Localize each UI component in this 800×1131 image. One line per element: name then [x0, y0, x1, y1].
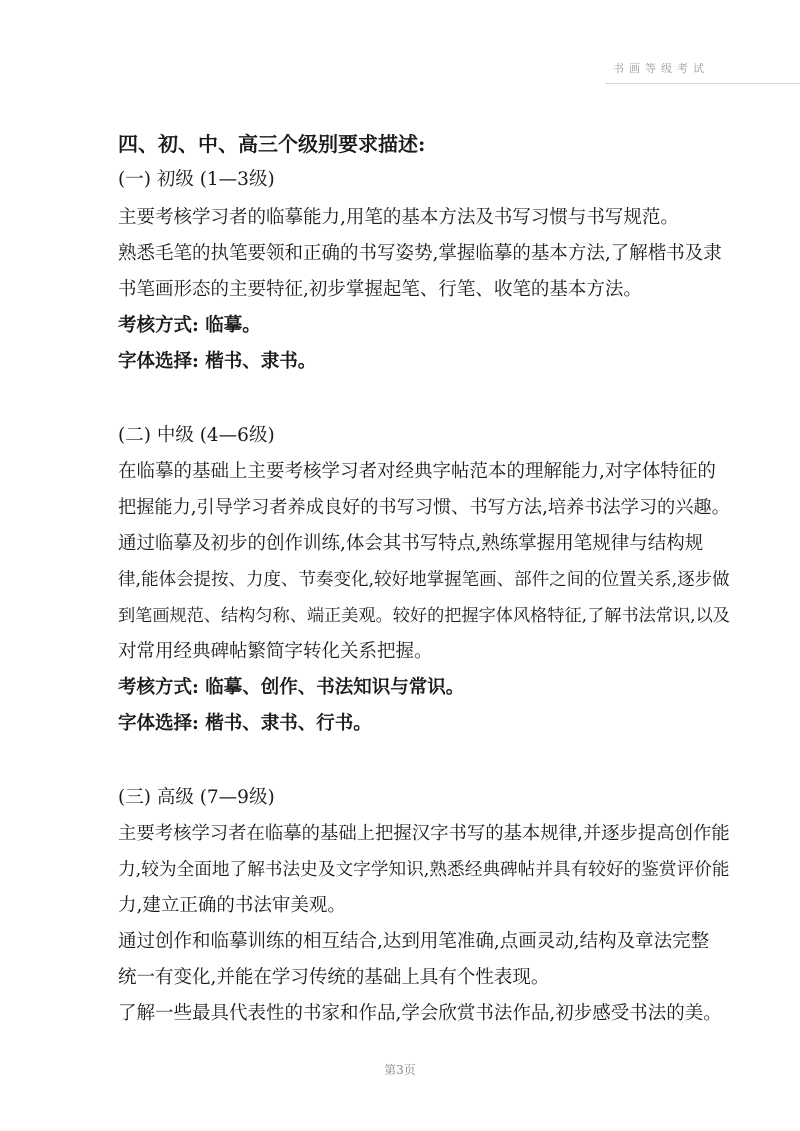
- paragraph-line: 通过临摹及初步的创作训练,体会其书写特点,熟练掌握用笔规律与结构规: [118, 533, 704, 554]
- level-heading-1: (一) 初级 (1—3级): [118, 169, 275, 190]
- section-title: 四、初、中、高三个级别要求描述:: [118, 132, 426, 156]
- paragraph-line: 主要考核学习者的临摹能力,用笔的基本方法及书写习惯与书写规范。: [118, 207, 679, 228]
- paragraph-line: 力,较为全面地了解书法史及文字学知识,熟悉经典碑帖并具有较好的鉴赏评价能: [118, 860, 730, 880]
- assessment-method: 考核方式: 临摹、创作、书法知识与常识。: [118, 677, 465, 698]
- paragraph-line: 熟悉毛笔的执笔要领和正确的书写姿势,掌握临摹的基本方法,了解楷书及隶: [118, 243, 722, 264]
- paragraph-line: 对常用经典碑帖繁简字转化关系把握。: [118, 641, 433, 662]
- paragraph-line: 力,建立正确的书法审美观。: [118, 895, 346, 916]
- paragraph-line: 通过创作和临摹训练的相互结合,达到用笔准确,点画灵动,结构及章法完整: [118, 931, 710, 952]
- level-heading-2: (二) 中级 (4—6级): [118, 425, 275, 446]
- paragraph-line: 律,能体会提按、力度、节奏变化,较好地掌握笔画、部件之间的位置关系,逐步做: [118, 570, 730, 590]
- script-selection: 字体选择: 楷书、隶书、行书。: [118, 713, 372, 734]
- paragraph-line: 把握能力,引导学习者养成良好的书写习惯、书写方法,培养书法学习的兴趣。: [118, 497, 730, 518]
- page-number: 第3页: [384, 1063, 416, 1077]
- running-head: 书画等级考试: [613, 62, 709, 75]
- assessment-method: 考核方式: 临摹。: [118, 315, 261, 336]
- level-heading-3: (三) 高级 (7—9级): [118, 787, 275, 808]
- paragraph-line: 到笔画规范、结构匀称、端正美观。较好的把握字体风格特征,了解书法常识,以及: [118, 606, 730, 626]
- paragraph-line: 主要考核学习者在临摹的基础上把握汉字书写的基本规律,并逐步提高创作能: [118, 823, 730, 844]
- paragraph-line: 在临摹的基础上主要考核学习者对经典字帖范本的理解能力,对字体特征的: [118, 461, 716, 482]
- header-rule: [605, 83, 800, 84]
- paragraph-line: 书笔画形态的主要特征,初步掌握起笔、行笔、收笔的基本方法。: [118, 279, 642, 300]
- paragraph-line: 了解一些最具代表性的书家和作品,学会欣赏书法作品,初步感受书法的美。: [118, 1003, 722, 1024]
- script-selection: 字体选择: 楷书、隶书。: [118, 351, 317, 372]
- paragraph-line: 统一有变化,并能在学习传统的基础上具有个性表现。: [118, 967, 550, 988]
